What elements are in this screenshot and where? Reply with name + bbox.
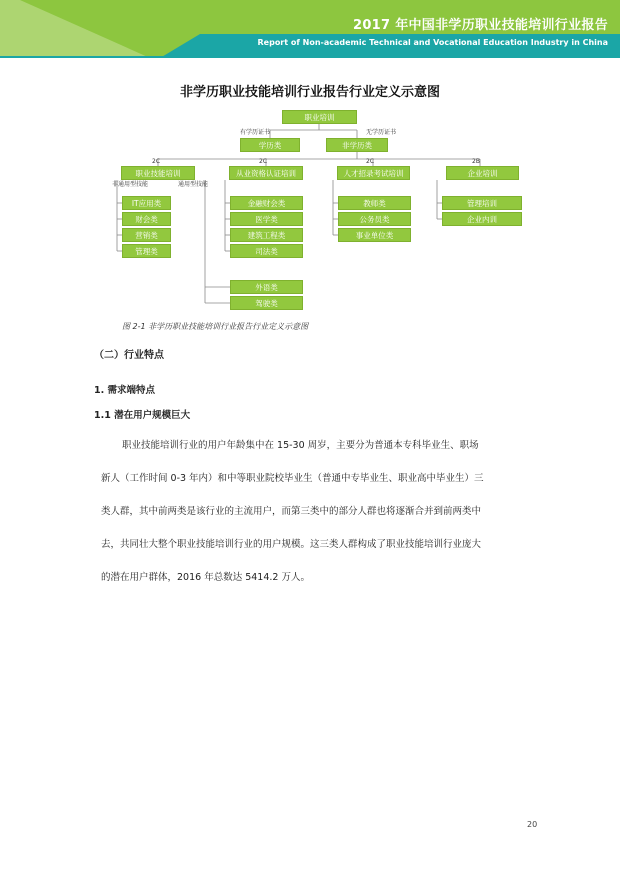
label-non-academic: 无学历证书 (366, 129, 397, 136)
item-node: IT应用类 (122, 196, 171, 210)
subsubsection-heading: 1.1 潜在用户规模巨大 (94, 410, 191, 421)
group-code-2: 2C (259, 158, 268, 165)
group-code-3: 2C (366, 158, 375, 165)
item-node: 管理培训 (442, 196, 522, 210)
figure-caption: 图 2-1 非学历职业技能培训行业报告行业定义示意图 (122, 322, 309, 331)
extra-item-node: 驾驶类 (230, 296, 303, 310)
group-code-1: 2C (152, 158, 161, 165)
figure-title: 非学历职业技能培训行业报告行业定义示意图 (179, 85, 440, 100)
node-root: 职业培训 (282, 110, 357, 124)
report-subtitle: Report of Non-academic Technical and Vocational Education Industry in China (257, 38, 608, 47)
node-academic: 学历类 (240, 138, 300, 152)
item-node: 企业内训 (442, 212, 522, 226)
label-academic: 有学历证书 (240, 129, 271, 136)
diagram-connectors (0, 0, 620, 330)
page-number: 20 (527, 820, 538, 829)
item-node: 管理类 (122, 244, 171, 258)
group-code-4: 2B (472, 158, 480, 165)
paragraph-line: 类人群，其中前两类是该行业的主流用户，而第三类中的部分人群也将逐渐合并到前两类中 (101, 506, 482, 517)
group-node-1: 职业技能培训 (121, 166, 195, 180)
label-general-type-skill: 通用型技能 (178, 181, 209, 188)
group-node-3: 人才招录考试培训 (337, 166, 410, 180)
paragraph-line: 的潜在用户群体，2016 年总数达 5414.2 万人。 (101, 572, 310, 583)
section-heading: （二）行业特点 (94, 350, 164, 361)
item-node: 公务员类 (338, 212, 411, 226)
item-node: 事业单位类 (338, 228, 411, 242)
label-general-skill: 非通用型技能 (112, 181, 149, 188)
item-node: 财会类 (122, 212, 171, 226)
subsection-heading: 1. 需求端特点 (94, 385, 156, 396)
paragraph-line: 职业技能培训行业的用户年龄集中在 15-30 周岁，主要分为普通本专科毕业生、职场 (122, 440, 479, 451)
group-node-4: 企业培训 (446, 166, 519, 180)
extra-item-node: 外语类 (230, 280, 303, 294)
report-title: 2017 年中国非学历职业技能培训行业报告 (352, 18, 608, 33)
item-node: 营销类 (122, 228, 171, 242)
paragraph-line: 去，共同壮大整个职业技能培训行业的用户规模。这三类人群构成了职业技能培训行业庞大 (101, 539, 482, 550)
group-node-2: 从业资格认证培训 (229, 166, 303, 180)
item-node: 教师类 (338, 196, 411, 210)
item-node: 医学类 (230, 212, 303, 226)
node-non-academic: 非学历类 (326, 138, 388, 152)
paragraph-line: 新人（工作时间 0-3 年内）和中等职业院校毕业生（普通中专毕业生、职业高中毕业生）三 (101, 473, 484, 484)
item-node: 司法类 (230, 244, 303, 258)
item-node: 建筑工程类 (230, 228, 303, 242)
item-node: 金融财会类 (230, 196, 303, 210)
